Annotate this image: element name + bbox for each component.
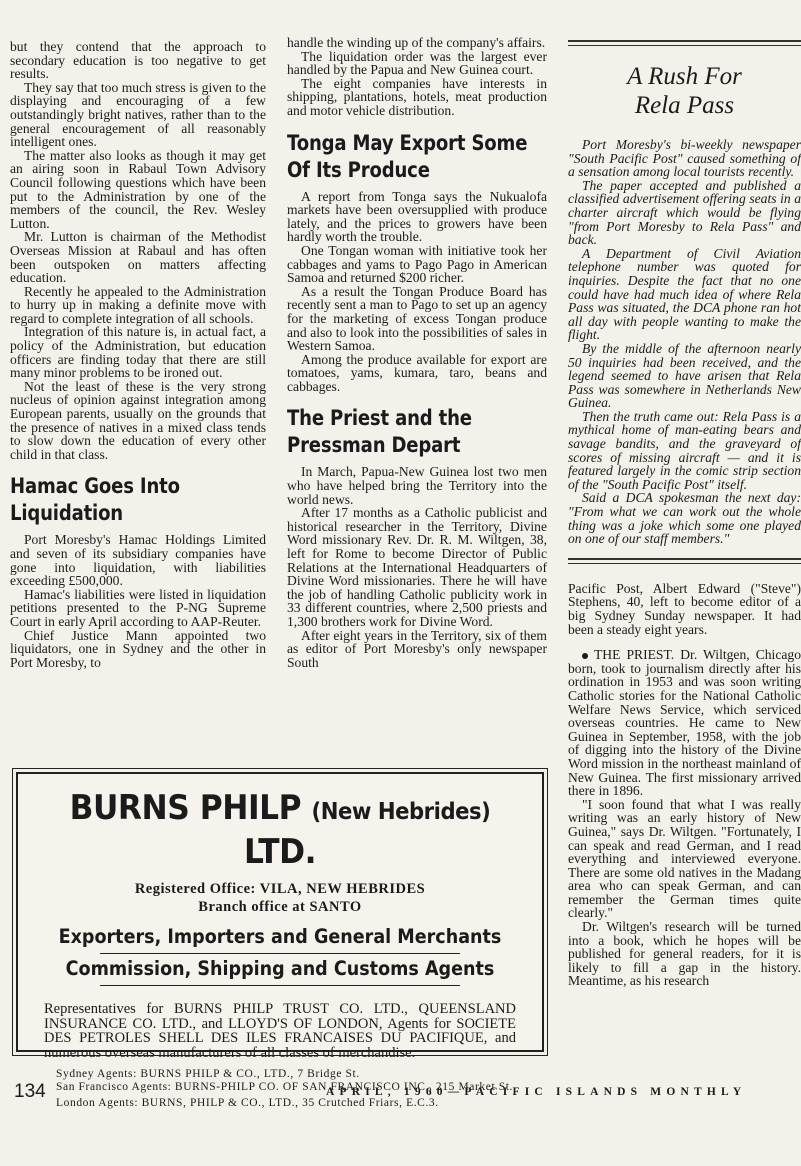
- divider: [100, 953, 460, 954]
- article-paragraph: Then the truth came out: Rela Pass is a mythical home of man-eating bears and savage bandits, and the graveyard of scores of missing aircraft — and it is featured largely in the comic strip section of the "South Pacific Post" itself.: [568, 408, 801, 492]
- headline-line: Of Its Produce: [287, 157, 430, 182]
- column-left: [10, 40, 266, 669]
- article-paragraph: Pacific Post, Albert Edward ("Steve") Stephens, 40, left to become editor of a big Sydney Sunday newspaper. It had been a steady eight years.: [568, 580, 801, 637]
- headline-priest: [287, 405, 511, 459]
- article-paragraph: Chief Justice Mann appointed two liquidators, one in Sydney and the other in Port Moresby, to: [10, 627, 266, 670]
- headline-line: Pressman Depart: [287, 433, 461, 458]
- paragraph-text: THE PRIEST. Dr. Wiltgen, Chicago born, took to journalism directly after his ordination in 1953 and was soon writing Catholic stories for the National Catholic Welfare News Service, which serviced overseas countries. He came to New Guinea in September, 1958, with the job of digging into the history of the Divine Word mission in the northeast mainland of New Guinea. The first missionary arrived there in 1896.: [568, 647, 801, 799]
- article-paragraph: Integration of this nature is, in actual fact, a policy of the Administration, but education officers are finding today that there are still many minor problems to be ironed out.: [10, 324, 266, 381]
- ad-line-merchants: Exporters, Importers and General Merchants: [58, 925, 502, 948]
- article-paragraph: Dr. Wiltgen's research will be turned into a book, which he hopes will be published for general readers, for it is likely to fill a gap in the history. Meantime, as his research: [568, 919, 801, 989]
- article-paragraph: The matter also looks as though it may get an airing soon in Rabaul Town Advisory Council following questions which have been put to the Administration by one of the members of the council, the Rev. Wesley Lutton.: [10, 147, 266, 231]
- article-paragraph: Port Moresby's bi-weekly newspaper "South Pacific Post" caused something of a sensation among local tourists recently.: [568, 137, 801, 180]
- headline-hamac: [10, 473, 230, 527]
- journal-footer: APRIL, 1960—PACIFIC ISLANDS MONTHLY: [326, 1086, 747, 1098]
- article-paragraph: "I soon found that what I was really writing was an early history of New Guinea," says Dr. Wiltgen. "Fortunately, I can speak and read German, and I read everything and interviewed everyone. There are some old natives in the Madang area who can speak German, and can remember the German times quite clearly.": [568, 796, 801, 921]
- article-paragraph: [568, 648, 801, 798]
- ad-title-end: LTD.: [243, 832, 317, 872]
- headline-line: A Rush For: [627, 63, 742, 90]
- ad-line-agents: Commission, Shipping and Customs Agents: [65, 957, 495, 980]
- double-rule: [568, 40, 801, 46]
- headline-rela-pass: [568, 62, 801, 120]
- article-paragraph: Hamac's liabilities were listed in liquidation petitions presented to the P-NG Supreme Court in early April according to AAP-Reuter.: [10, 586, 266, 629]
- headline-tonga: [287, 130, 528, 184]
- article-paragraph: The liquidation order was the largest ever handled by the Papua and New Guinea court.: [287, 48, 547, 78]
- ad-title: [39, 788, 521, 872]
- ad-title-paren: (New Hebrides): [311, 799, 491, 825]
- article-paragraph: handle the winding up of the company's affairs.: [287, 35, 546, 50]
- ad-london-agents: London Agents: BURNS, PHILP & CO., LTD., 35 Crutched Friars, E.C.3.: [56, 1097, 439, 1109]
- article-paragraph: A report from Tonga says the Nukualofa markets have been oversupplied with produce lately, and the prices to growers have been hardly worth the trouble.: [287, 188, 547, 245]
- page-number: 134: [14, 1081, 46, 1102]
- article-paragraph: After 17 months as a Catholic publicist and historical researcher in the Territory, Divine Word missionary Rev. Dr. R. M. Wiltgen, 38, left for Rome to become Director of Public Relations at the International Headquarters of Divine Word missionaries. There he will have the job of handling Catholic publicity work in 33 different countries, where 2,500 priests and 1,300 brothers work for Divine Word.: [287, 505, 547, 629]
- ad-branch-text: Branch office at SANTO: [198, 899, 362, 915]
- ad-body: Representatives for BURNS PHILP TRUST CO. LTD., QUEENSLAND INSURANCE CO. LTD., and LLOYD'S OF LONDON, Agents for SOCIETE DES PETROLES SHELL DES ILES FRANCAISES DU PACIFIQUE, and numerous overseas manufacturers of all classes of merchandise.: [44, 1001, 516, 1061]
- ad-sydney-agents: Sydney Agents: BURNS PHILP & CO., LTD., 7 Bridge St.: [56, 1068, 360, 1080]
- bullet-icon: [582, 653, 588, 659]
- headline-line: Hamac Goes Into: [10, 474, 180, 499]
- headline-line: Liquidation: [10, 501, 123, 526]
- article-paragraph: Mr. Lutton is chairman of the Methodist Overseas Mission at Rabaul and has often been outspoken on matters affecting education.: [10, 229, 266, 286]
- article-paragraph: A Department of Civil Aviation telephone number was quoted for inquiries. Despite the fact that no one could have had much idea of where Rela Pass was situated, the DCA phone ran hot all day with people wanting to make the flight.: [568, 245, 801, 343]
- article-paragraph: They say that too much stress is given to the displaying and encouraging of a few outstandingly bright natives, rather than to the general encouragement of all reasonably intelligent ones.: [10, 79, 266, 150]
- ad-office-text: Registered Office: VILA, NEW HEBRIDES: [134, 881, 426, 897]
- article-paragraph: Port Moresby's Hamac Holdings Limited and seven of its subsidiary companies have gone into liquidation, with liabilities exceeding £500,000.: [10, 532, 266, 589]
- article-paragraph: Recently he appealed to the Administration to hurry up in making a definite move with regard to complete integration of all schools.: [10, 283, 266, 326]
- article-paragraph: Among the produce available for export are tomatoes, yams, kumara, taro, beans and cabbages.: [287, 351, 547, 394]
- double-rule: [568, 558, 801, 564]
- headline-line: Tonga May Export Some: [287, 130, 528, 155]
- article-paragraph: By the middle of the afternoon nearly 50 inquiries had been received, and the legend seemed to have arisen that Rela Pass was somewhere in Netherlands New Guinea.: [568, 340, 801, 411]
- boxed-story: [568, 138, 801, 546]
- column-middle: [287, 36, 547, 669]
- column-right: [568, 40, 801, 988]
- article-paragraph: Not the least of these is the very strong nucleus of opinion against integration among European parents, usually on the grounds that the presence of natives in a mixed class tends to slow down the education of every other child in that class.: [10, 378, 266, 462]
- ad-office: [18, 880, 542, 898]
- headline-line: Rela Pass: [634, 92, 735, 119]
- divider: [100, 985, 460, 986]
- article-paragraph: The eight companies have interests in shipping, plantations, hotels, meat production and motor vehicle distribution.: [287, 75, 547, 118]
- article-paragraph: One Tongan woman with initiative took her cabbages and yams to Pago Pago in American Samoa and returned $200 richer.: [287, 242, 547, 286]
- article-paragraph: The paper accepted and published a classified advertisement offering seats in a charter aircraft which would be flying "from Port Moresby to Rela Pass" and back.: [568, 177, 801, 248]
- article-paragraph: but they contend that the approach to secondary education is too negative to get results.: [10, 39, 266, 82]
- headline-line: The Priest and the: [287, 406, 472, 431]
- article-paragraph: As a result the Tongan Produce Board has recently sent a man to Pago to set up an agency for the marketing of excess Tongan produce and also to look into the possibilities of sales in Western Samoa.: [287, 283, 547, 354]
- article-paragraph: In March, Papua-New Guinea lost two men who have helped bring the Territory into the world news.: [287, 464, 547, 507]
- ad-title-main: BURNS PHILP: [69, 788, 302, 828]
- page-footer: [0, 1076, 801, 1106]
- ad-branch: [18, 898, 542, 916]
- article-paragraph: After eight years in the Territory, six of them as editor of Port Moresby's only newspaper South: [287, 627, 547, 670]
- ad-sanfrancisco-agents: San Francisco Agents: BURNS-PHILP CO. OF SAN FRANCISCO INC., 215 Market St.: [56, 1080, 514, 1093]
- article-paragraph: Said a DCA spokesman the next day: "From what we can work out the whole thing was a joke which some one played on one of our staff members.": [568, 490, 801, 547]
